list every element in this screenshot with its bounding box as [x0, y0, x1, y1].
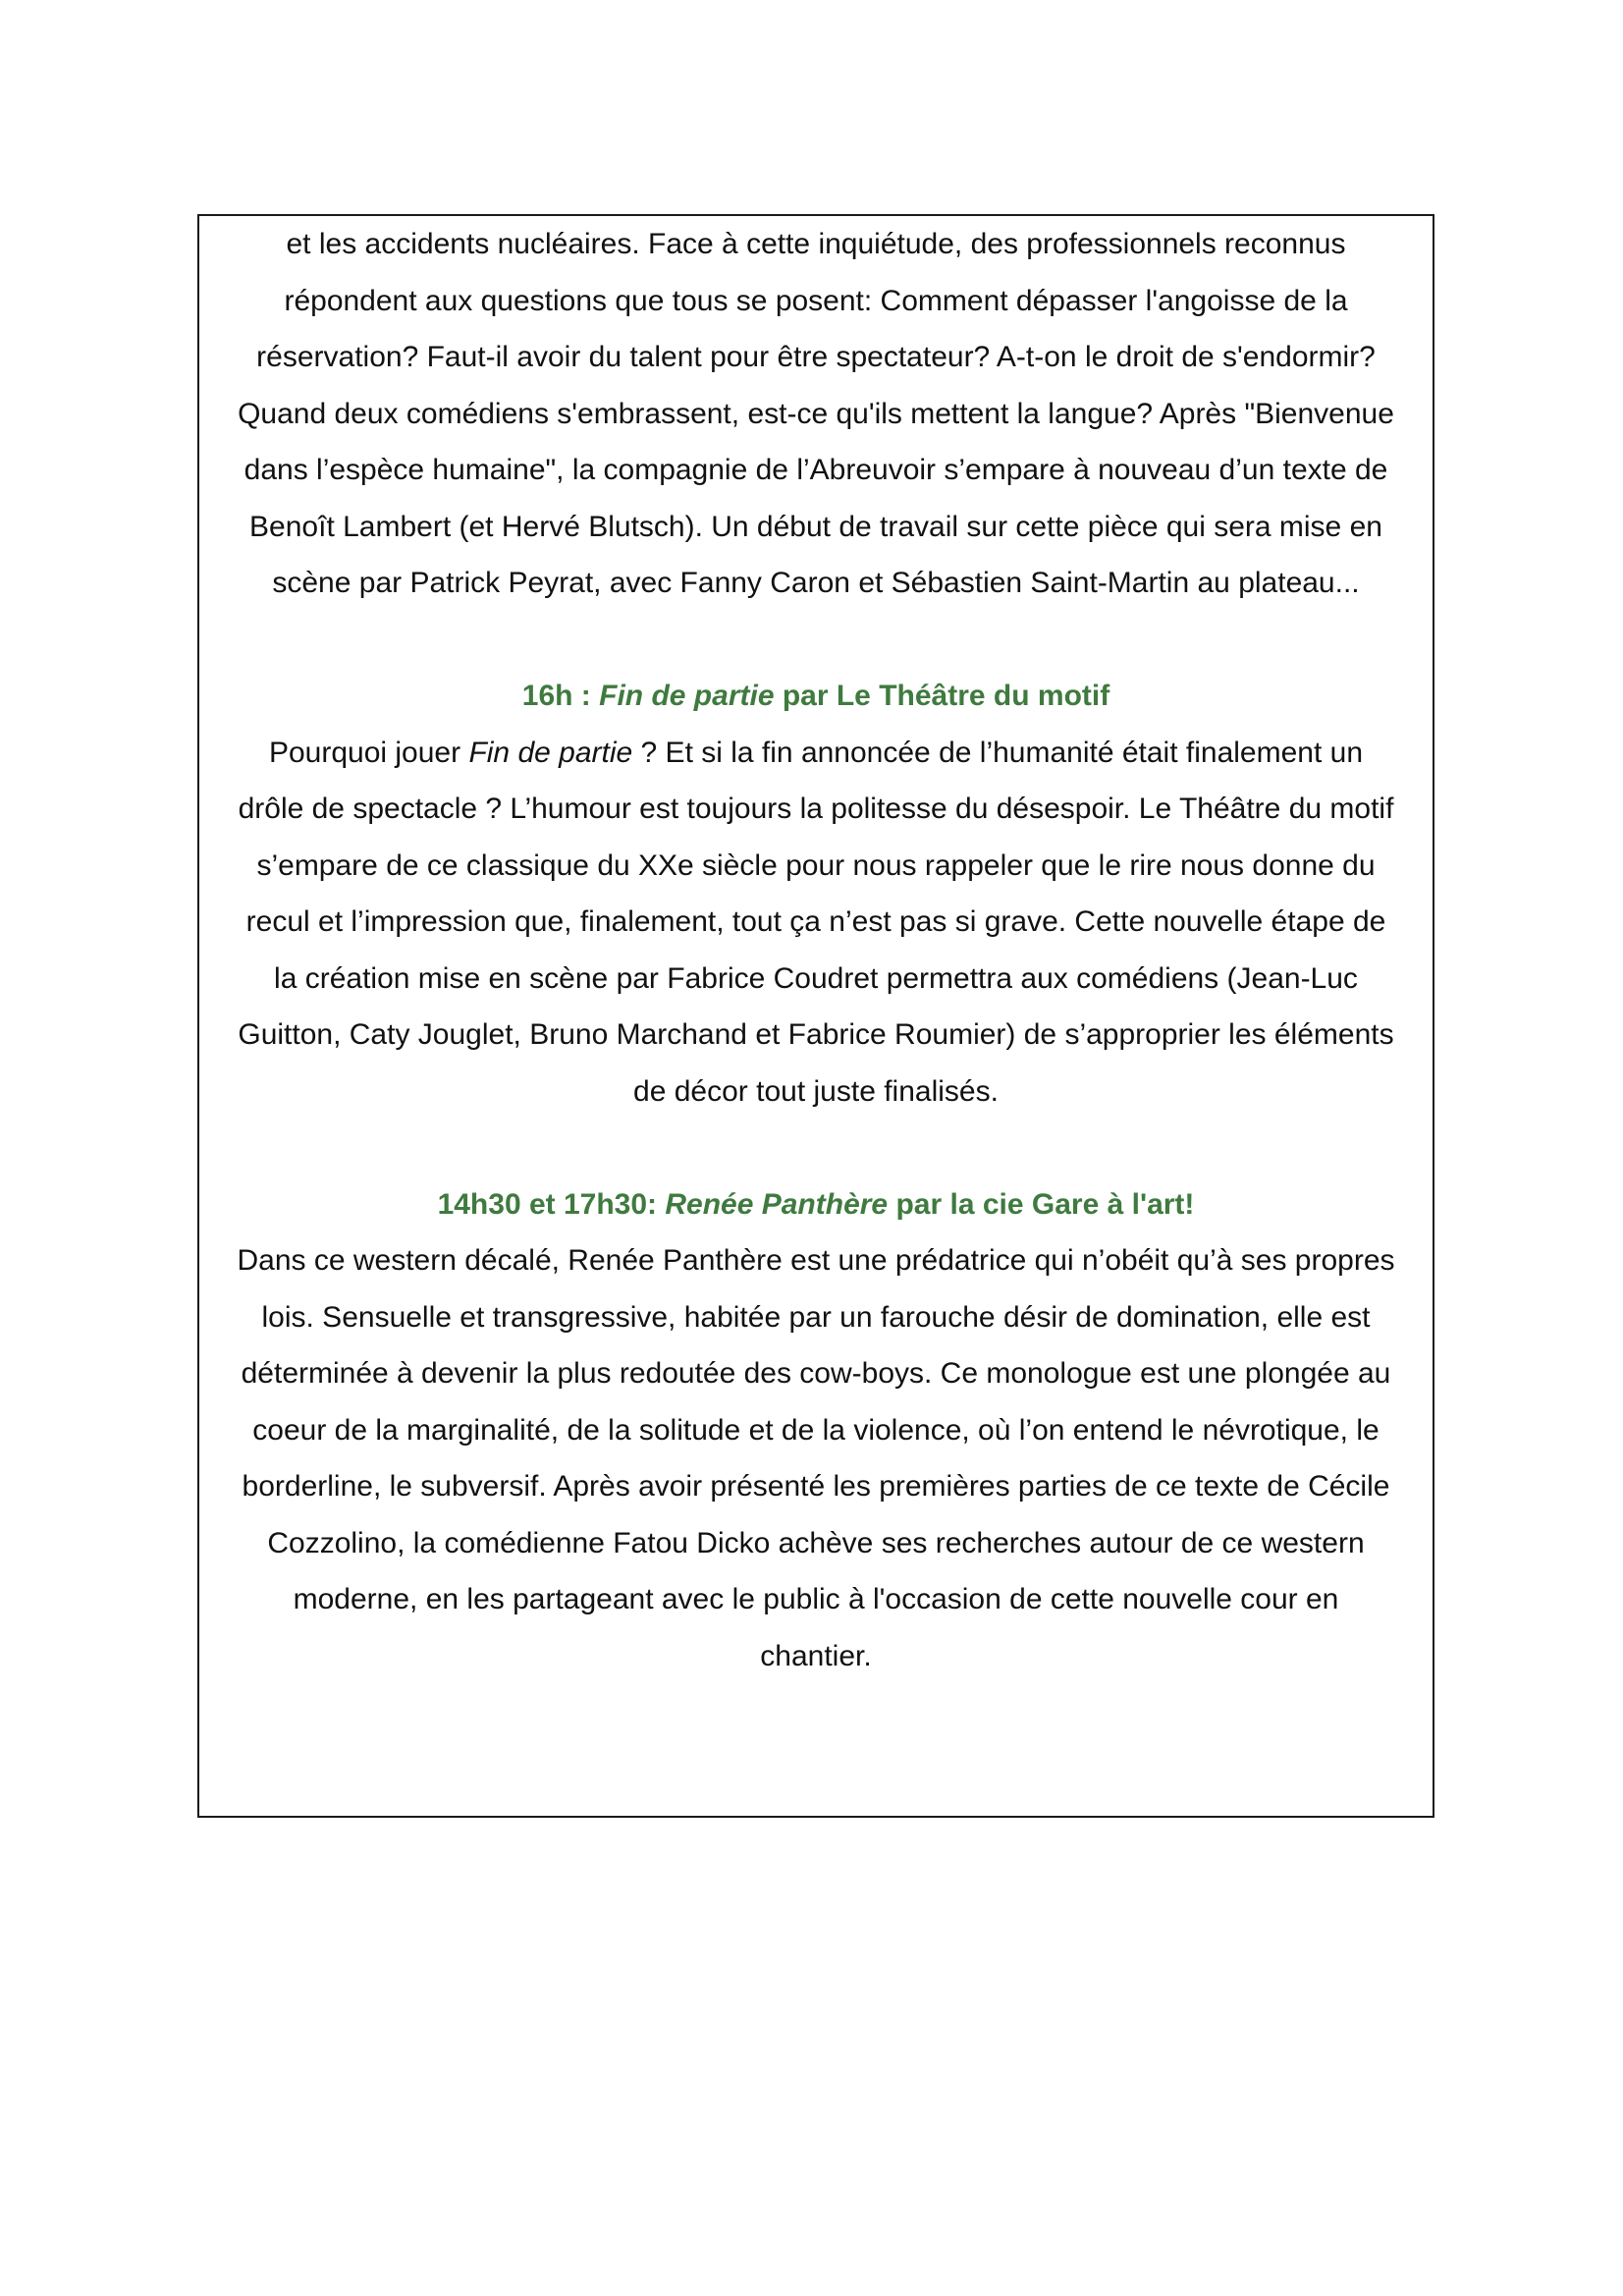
heading-time: 16h : [521, 680, 600, 712]
spacer [235, 612, 1397, 669]
renee-panthere-paragraph: Dans ce western décalé, Renée Panthère est une prédatrice qui n’obéit qu’à ses propres lois. Sensuelle et transgressive, habitée par un farouche désir de domination, elle est déterminée à devenir la plus redoutée des cow-boys. Ce monologue est une plongée au coeur de la marginalité, de la solitude et de la violence, où l’on entend le névrotique, le borderline, le subversif. Après avoir présenté les premières parties de ce texte de Cécile Cozzolino, la comédienne Fatou Dicko achève ses recherches autour de ce western moderne, en les partageant avec le public à l'occasion de cette nouvelle cour en chantier. [237, 1244, 1395, 1672]
spacer [235, 1120, 1397, 1176]
text-box [197, 214, 1434, 1818]
heading-title: Fin de partie [599, 680, 775, 712]
body-start: Pourquoi jouer [268, 736, 469, 769]
heading-company: par la cie Gare à l'art! [888, 1187, 1195, 1221]
fin-de-partie-paragraph [235, 725, 1397, 1121]
heading-time: 14h30 et 17h30: [437, 1187, 666, 1221]
body-rest: ? Et si la fin annoncée de l’humanité était finalement un drôle de spectacle ? L’humour est toujours la politesse du désespoir. Le Théâtre du motif s’empare de ce classique du XXe siècle pour nous rappeler que le rire nous donne du recul et l’impression que, finalement, tout ça n’est pas si grave. Cette nouvelle étape de la création mise en scène par Fabrice Coudret permettra aux comédiens (Jean-Luc Guitton, Caty Jouglet, Bruno Marchand et Fabrice Roumier) de s’approprier les éléments de décor tout juste finalisés. [238, 736, 1394, 1108]
renee-panthere-heading [235, 1176, 1397, 1233]
fin-de-partie-heading [235, 668, 1397, 725]
body-title: Fin de partie [468, 736, 633, 769]
heading-company: par Le Théâtre du motif [774, 680, 1110, 712]
intro-paragraph: et les accidents nucléaires. Face à cette inquiétude, des professionnels reconnus répondent aux questions que tous se posent: Comment dépasser l'angoisse de la réservation? Faut-il avoir du talent pour être spectateur? A-t-on le droit de s'endormir? Quand deux comédiens s'embrassent, est-ce qu'ils mettent la langue? Après "Bienvenue dans l’espèce humaine", la compagnie de l’Abreuvoir s’empare à nouveau d’un texte de Benoît Lambert (et Hervé Blutsch). Un début de travail sur cette pièce qui sera mise en scène par Patrick Peyrat, avec Fanny Caron et Sébastien Saint-Martin au plateau... [238, 228, 1394, 599]
heading-title: Renée Panthère [665, 1187, 889, 1221]
